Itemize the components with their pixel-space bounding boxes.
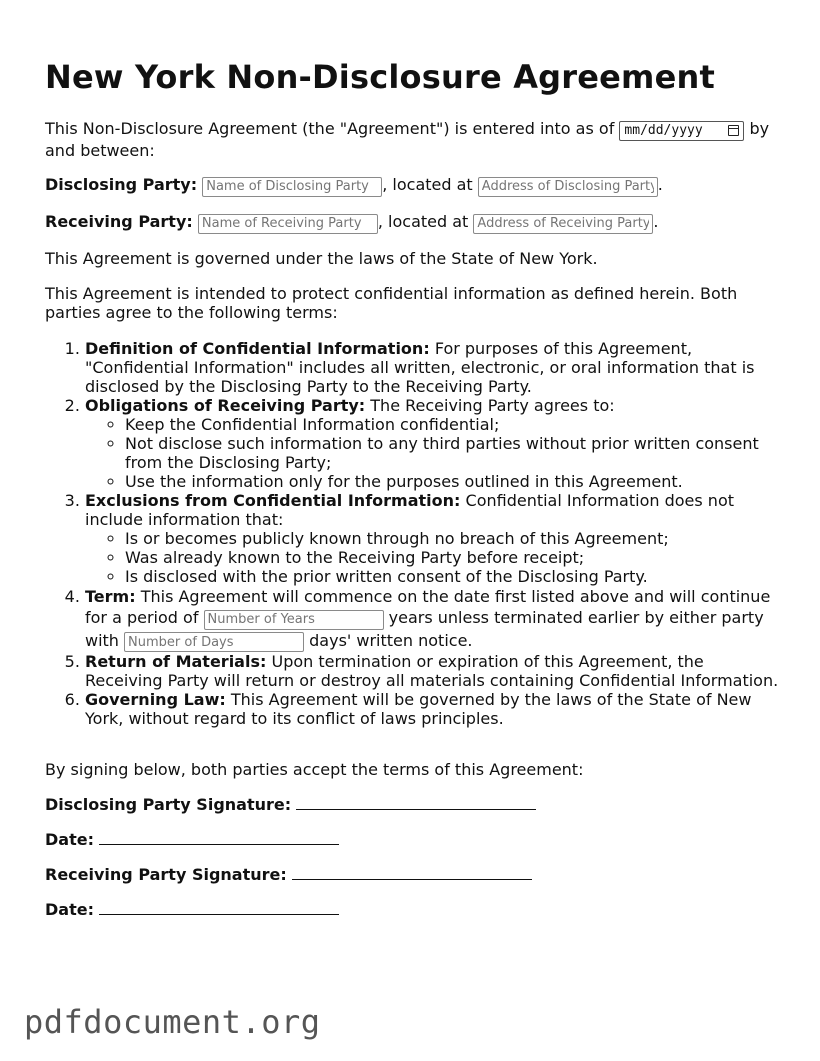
disclosing-party-label: Disclosing Party: [45, 175, 198, 194]
term-heading: Governing Law: [85, 690, 226, 709]
term-item-4 [85, 586, 785, 652]
accept-paragraph: By signing below, both parties accept the terms of this Agreement: [45, 760, 584, 779]
signature-blank[interactable] [296, 795, 536, 810]
list-item: ◦ Is disclosed with the prior written consent of the Disclosing Party. [125, 567, 785, 586]
number-of-days-input[interactable] [124, 632, 304, 652]
intro-paragraph [45, 119, 785, 160]
term-body: Upon termination or expiration of this Agreement, the Receiving Party will return or destroy all materials containing Confidential Information. [85, 652, 779, 690]
term-body: The Receiving Party agrees to: [370, 396, 615, 415]
receiving-date-line [45, 900, 785, 919]
intro-text: This Non-Disclosure Agreement (the "Agreement") is entered into as of [45, 119, 615, 138]
term-heading: Definition of Confidential Information: [85, 339, 430, 358]
date-placeholder: mm/dd/yyyy [624, 123, 703, 138]
term-body: For purposes of this Agreement, "Confidential Information" includes all written, electronic, or oral information that is disclosed by the Disclosing Party to the Receiving Party. [85, 339, 755, 396]
disclosing-party-line [45, 175, 785, 197]
term-body: This Agreement will commence on the date first listed above and will continue for a period of [85, 587, 771, 627]
term-heading: Term: [85, 587, 136, 606]
terms-list [45, 339, 785, 728]
disclosing-signature-line [45, 795, 785, 814]
term-heading: Exclusions from Confidential Information: [85, 491, 461, 510]
receiving-party-address-input[interactable] [473, 214, 653, 234]
term-body: This Agreement will be governed by the laws of the State of New York, without regard to its conflict of laws principles. [85, 690, 752, 728]
list-item: ◦ Was already known to the Receiving Party before receipt; [125, 548, 785, 567]
governed-paragraph: This Agreement is governed under the laws of the State of New York. [45, 249, 598, 268]
disclosing-party-address-input[interactable] [478, 177, 658, 197]
list-item: ◦ Keep the Confidential Information confidential; [125, 415, 785, 434]
list-item: ◦ Not disclose such information to any third parties without prior written consent from the Disclosing Party; [125, 434, 785, 472]
term-heading: Return of Materials: [85, 652, 267, 671]
date-label: Date: [45, 900, 94, 919]
agreement-date-input[interactable] [619, 121, 744, 141]
signature-label: Receiving Party Signature: [45, 865, 287, 884]
disclosing-party-name-input[interactable] [202, 177, 382, 197]
term-item-2 [85, 396, 785, 491]
receiving-party-name-input[interactable] [198, 214, 378, 234]
watermark: pdfdocument.org [24, 1003, 321, 1041]
date-blank[interactable] [99, 830, 339, 845]
date-label: Date: [45, 830, 94, 849]
term-body: years unless terminated earlier by either party with [85, 608, 764, 650]
term-item-5 [85, 652, 785, 690]
disclosing-date-line [45, 830, 785, 849]
receiving-party-line [45, 212, 785, 234]
located-at-text: , located at [377, 212, 469, 231]
receiving-signature-line [45, 865, 785, 884]
period: . [657, 175, 663, 194]
located-at-text: , located at [382, 175, 473, 194]
period: . [653, 212, 659, 231]
receiving-party-label: Receiving Party: [45, 212, 193, 231]
page-title: New York Non-Disclosure Agreement [45, 58, 715, 96]
term-item-6 [85, 690, 785, 728]
list-item: ◦ Is or becomes publicly known through no breach of this Agreement; [125, 529, 785, 548]
date-blank[interactable] [99, 900, 339, 915]
number-of-years-input[interactable] [204, 610, 384, 630]
calendar-icon[interactable] [728, 125, 739, 136]
list-item: ◦ Use the information only for the purposes outlined in this Agreement. [125, 472, 785, 491]
signature-label: Disclosing Party Signature: [45, 795, 292, 814]
intro-text-end: by and between: [45, 119, 770, 160]
term-body: Confidential Information does not include information that: [85, 491, 735, 529]
term-item-3 [85, 491, 785, 586]
intent-paragraph: This Agreement is intended to protect confidential information as defined herein. Both parties agree to the following terms: [45, 284, 738, 322]
signature-blank[interactable] [292, 865, 532, 880]
term-heading: Obligations of Receiving Party: [85, 396, 366, 415]
term-item-1 [85, 339, 785, 396]
term-body: days' written notice. [309, 630, 473, 650]
